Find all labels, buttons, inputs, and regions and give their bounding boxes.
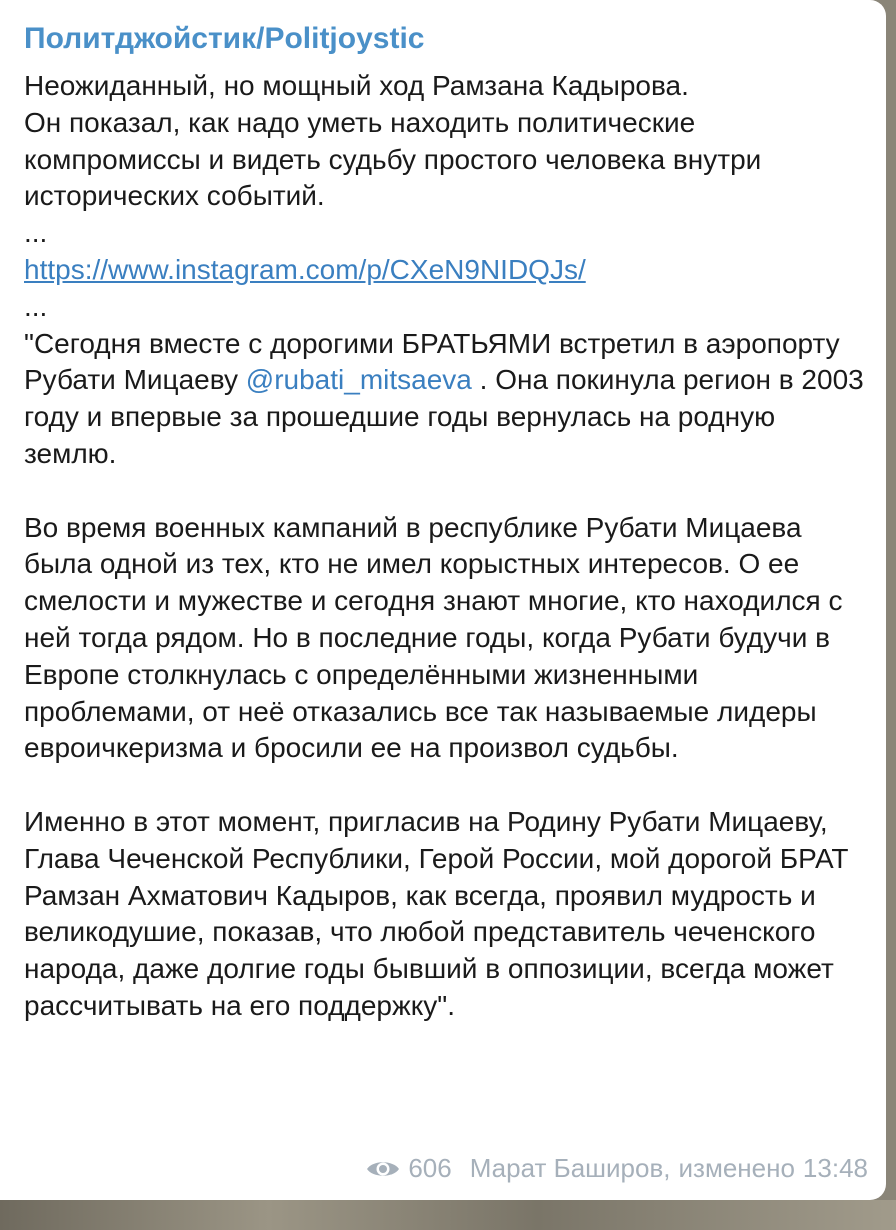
channel-name[interactable]: Политджойстик/Politjoystic bbox=[24, 22, 425, 55]
message-footer bbox=[366, 1153, 868, 1184]
message-time: 13:48 bbox=[802, 1153, 868, 1183]
views-count: 606 bbox=[408, 1153, 452, 1183]
message-text bbox=[24, 68, 866, 1025]
user-mention[interactable]: @rubati_mitsaeva bbox=[245, 364, 472, 396]
message-quote-rest: . Она покинула регион в 2003 году и впервые за прошедшие годы вернулась на родную землю. Во время военных кампаний в республике Рубати Мицаева была одной из тех, кто не имел корыстных интересов. О ее смелости и мужестве и сегодня знают многие, кто находился с ней тогда рядом. Но в последние годы, когда Рубати будучи в Европе столкнулась с определёнными жизненными проблемами, от неё отказались все так называемые лидеры евроичкеризма и бросили ее на произвол судьбы. Именно в этот момент, пригласив на Родину Рубати Мицаеву, Глава Чеченской Республики, Герой России, мой дорогой БРАТ Рамзан Ахматович Кадыров, как всегда, проявил мудрость и великодушие, показав, что любой представитель чеченского народа, даже долгие годы бывший в оппозиции, всегда может рассчитывать на его поддержку". bbox=[24, 364, 864, 1021]
message-intro: Неожиданный, но мощный ход Рамзана Кадырова. Он показал, как надо уметь находить политические компромиссы и видеть судьбу простого человека внутри исторических событий. ... bbox=[24, 70, 762, 249]
author-signature: Марат Баширов, bbox=[469, 1153, 671, 1183]
eye-icon bbox=[366, 1158, 400, 1180]
message-quote-start: ... "Сегодня вместе с дорогими БРАТЬЯМИ встретил в аэропорту Рубати Мицаеву bbox=[24, 290, 840, 396]
instagram-link[interactable]: https://www.instagram.com/p/CXeN9NIDQJs/ bbox=[24, 253, 586, 285]
chat-background bbox=[0, 1200, 896, 1230]
edited-label: изменено bbox=[678, 1153, 795, 1183]
